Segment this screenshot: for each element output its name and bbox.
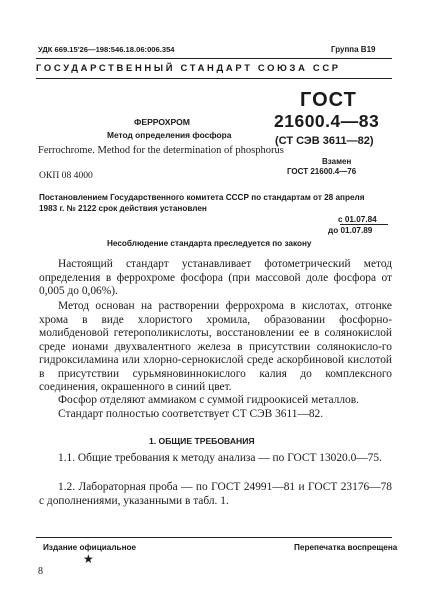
validity-to: до 01.07.89 — [328, 226, 373, 235]
item-1-1: 1.1. Общие требования к методу анализа — по ГОСТ 13020.0—75. — [58, 452, 382, 464]
section-title: 1. ОБЩИЕ ТРЕБОВАНИЯ — [149, 436, 255, 446]
title-english: Ferrochrome. Method for the determination of phosphorus — [38, 145, 284, 156]
gost-number: 21600.4—83 — [274, 111, 380, 131]
law-notice: Несоблюдение стандарта преследуется по закону — [107, 239, 312, 248]
item-1-2: 1.2. Лабораторная проба — по ГОСТ 24991—81 и ГОСТ 23176—78 с дополнениями, указанными в табл. 1. — [39, 481, 392, 507]
validity-divider — [340, 224, 388, 225]
sev-reference: (СТ СЭВ 3611—82) — [275, 135, 374, 147]
udk-code: УДК 669.15'26—198:546.18.06:006.354 — [38, 45, 175, 54]
paragraph-scope: Настоящий стандарт устанавливает фотометрический метод определения в феррохроме фосфора (при массовой доле фосфора от 0,005 до 0,06%). — [39, 258, 392, 297]
reprint-prohibited-label: Перепечатка воспрещена — [294, 543, 398, 552]
star-icon: ★ — [83, 552, 94, 566]
paragraph-method: Метод основан на растворении феррохрома в кислотах, отгонке хрома в виде хлористого хромила, образовании фосфорно-молибденовой гетерополикислоты, восстановлении ее в солянокислой среде ионами двухвалентного железа в присутствии солянокисло-го гидроксиламина или хлорно-сернокислой среде аскорбиновой кислотой в присутствии сурьмяновиннокислого калия до комплексного соединения, окрашенного в синий цвет. — [39, 300, 392, 393]
decree-line-2: 1983 г. № 2122 срок действия установлен — [39, 204, 207, 213]
gost-label: ГОСТ — [300, 89, 357, 111]
paragraph-compliance: Стандарт полностью соответствует СТ СЭВ 3611—82. — [58, 408, 324, 420]
replaces-value: ГОСТ 21600.4—76 — [287, 167, 357, 176]
replaces-label: Взамен — [322, 157, 352, 166]
group-code: Группа В19 — [331, 45, 376, 54]
okp-code: ОКП 08 4000 — [39, 170, 93, 181]
official-edition-label: Издание официальное — [43, 543, 137, 552]
title-ferrochrome: ФЕРРОХРОМ — [134, 117, 190, 127]
validity-from: с 01.07.84 — [338, 215, 377, 224]
decree-line-1: Постановлением Государственного комитета СССР по стандартам от 28 апреля — [39, 193, 365, 202]
paragraph-separation: Фосфор отделяют аммиаком с суммой гидроокисей металлов. — [58, 394, 359, 406]
title-method: Метод определения фосфора — [107, 130, 232, 140]
page-number: 8 — [38, 566, 43, 577]
footer-rule — [36, 537, 392, 538]
state-standard-banner: ГОСУДАРСТВЕННЫЙ СТАНДАРТ СОЮЗА ССР — [36, 62, 341, 73]
top-rule-upper — [36, 58, 392, 59]
top-rule-lower — [36, 78, 392, 79]
